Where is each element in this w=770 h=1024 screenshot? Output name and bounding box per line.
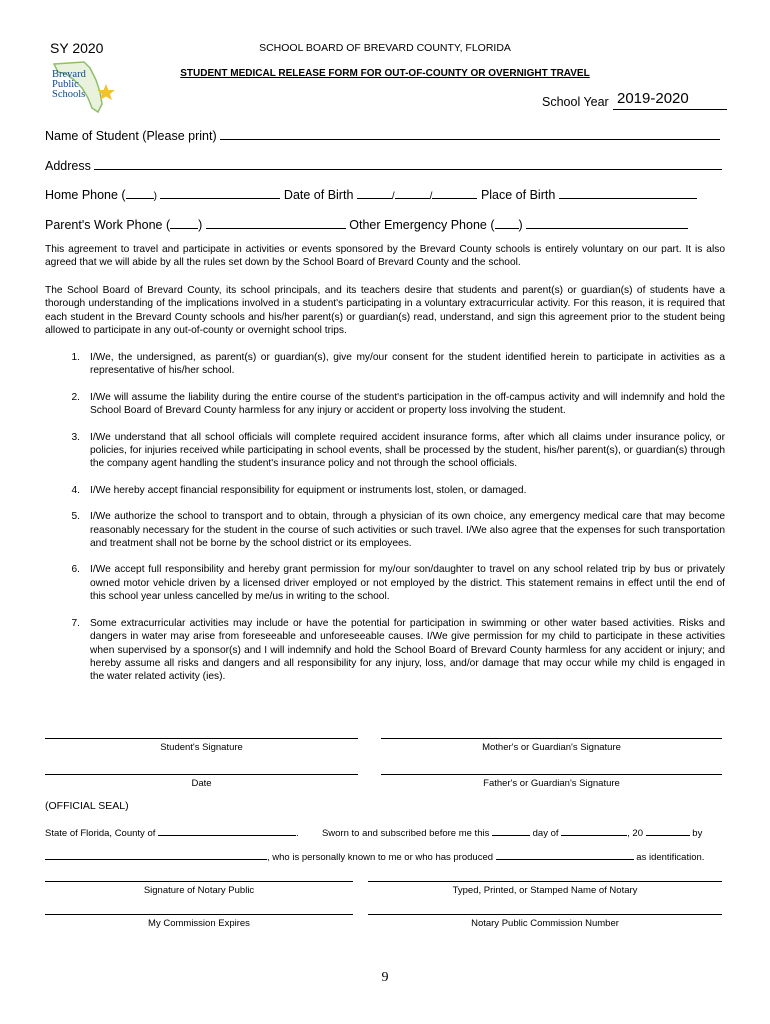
list-item: 4. I/We hereby accept financial responsibility for equipment or instruments lost, stolen, or damaged. bbox=[71, 484, 527, 496]
logo-word-1: Brevard bbox=[52, 69, 86, 80]
implications-paragraph: The School Board of Brevard County, its school principals, and its teachers desire that students and parent(s) or guardian(s) of students have a thorough understanding of the implications involved in a student's participating in a voluntary extracurricular activity. For this reason, it is required that each student in the Brevard County schools and his/her parent(s) or guardian(s) read, understand, and sign this agreement prior to the student being allowed to participate in any out-of-county or overnight school trips. bbox=[45, 285, 725, 337]
emergency-phone-label: Other Emergency Phone ( bbox=[349, 218, 495, 232]
dob-sep-1: / bbox=[391, 191, 395, 202]
parent-work-phone-field[interactable] bbox=[206, 216, 346, 229]
emergency-phone-field[interactable] bbox=[526, 216, 688, 229]
known-label: , who is personally known to me or who has produced bbox=[267, 852, 494, 863]
student-signature-line[interactable]: Student's Signature bbox=[45, 738, 358, 753]
mother-signature-line[interactable]: Mother's or Guardian's Signature bbox=[381, 738, 722, 753]
parent-work-phone-label: Parent's Work Phone ( bbox=[45, 218, 171, 232]
dob-day-field[interactable] bbox=[395, 186, 430, 199]
list-item: 3. I/We understand that all school officials will complete required accident insurance forms, after which all claims under insurance policy, or policies, for injuries received while participating in school events, shall be processed by the student, his/her parent(s), or guardian(s) through the company agent handling the student's insurance policy and not through the school officials. bbox=[71, 431, 725, 470]
address-row bbox=[45, 157, 722, 173]
page-number: 9 bbox=[381, 970, 389, 985]
place-of-birth-label: Place of Birth bbox=[480, 188, 556, 202]
home-phone-area-field[interactable] bbox=[126, 186, 154, 199]
day-field[interactable] bbox=[492, 826, 530, 836]
logo-word-3: Schools bbox=[52, 89, 86, 100]
signer-name-field[interactable] bbox=[45, 850, 267, 860]
address-label: Address bbox=[45, 159, 91, 173]
emergency-phone-paren: ) bbox=[518, 218, 523, 232]
brevard-schools-logo bbox=[44, 58, 116, 118]
emergency-phone-area-field[interactable] bbox=[495, 216, 519, 229]
school-year-label: School Year bbox=[542, 95, 609, 109]
home-phone-label: Home Phone ( bbox=[45, 188, 126, 202]
notary-sworn-row: State of Florida, County of . Sworn to and subscribed before me this day of , 20 by bbox=[45, 828, 703, 839]
sworn-label: Sworn to and subscribed before me this bbox=[321, 828, 490, 839]
parent-phone-row bbox=[45, 216, 688, 232]
year-prefix: , 20 bbox=[627, 828, 644, 839]
address-field[interactable] bbox=[94, 157, 722, 170]
list-item: 6. I/We accept full responsibility and hereby grant permission for my/our son/daughter to travel on any school related trip by bus or privately owned motor vehicle driven by a licensed driver employed or not employed by the district. This statement remains in effect until the end of this school year unless cancelled by me/us in writing to the school. bbox=[71, 564, 725, 603]
year-field[interactable] bbox=[646, 826, 690, 836]
logo-word-2: Public bbox=[52, 79, 79, 90]
father-signature-line[interactable]: Father's or Guardian's Signature bbox=[381, 774, 722, 789]
home-phone-paren: ) bbox=[153, 191, 157, 202]
official-seal-label: (OFFICIAL SEAL) bbox=[45, 800, 129, 812]
dob-year-field[interactable] bbox=[432, 186, 477, 199]
sy-label: SY 2020 bbox=[50, 40, 104, 56]
identification-field[interactable] bbox=[496, 850, 634, 860]
dob-month-field[interactable] bbox=[357, 186, 392, 199]
terms-list bbox=[45, 351, 725, 697]
date-line[interactable]: Date bbox=[45, 774, 358, 789]
county-field[interactable] bbox=[158, 826, 296, 836]
list-item: 2. I/We will assume the liability during the entire course of the student's participation in the off-campus activity and will indemnify and hold the School Board of Brevard County harmless for any injury or accident or property loss involving the student. bbox=[71, 391, 725, 417]
form-title: STUDENT MEDICAL RELEASE FORM FOR OUT-OF-COUNTY OR OVERNIGHT TRAVEL bbox=[180, 68, 590, 79]
agreement-paragraph: This agreement to travel and participate in activities or events sponsored by the Brevard County schools is entirely voluntary on our part. It is also agreed that we will abide by all the rules set down by the School Board of Brevard County and the school. bbox=[45, 244, 725, 269]
notary-name-line[interactable]: Typed, Printed, or Stamped Name of Notary bbox=[368, 881, 722, 896]
student-name-field[interactable] bbox=[220, 127, 720, 140]
commission-expires-line[interactable]: My Commission Expires bbox=[45, 914, 353, 929]
list-item: 7. Some extracurricular activities may include or have the potential for participation in swimming or other water based activities. Risks and dangers in water may arise from foreseeable and unforeseeable causes. I/We give permission for my child to participate in these activities when supervised by a sponsor(s) and I will indemnify and hold the School Board of Brevard County harmless for any accident or injury; and hereby assume all risks and dangers and all responsibility for any injury, loss, and/or damage that may occur while my child is engaged in the water related activity (ies). bbox=[71, 617, 725, 683]
by-label: by bbox=[692, 828, 703, 839]
student-name-row bbox=[45, 127, 720, 143]
school-board-heading: SCHOOL BOARD OF BREVARD COUNTY, FLORIDA bbox=[259, 42, 511, 54]
month-field[interactable] bbox=[561, 826, 627, 836]
notary-signature-line[interactable]: Signature of Notary Public bbox=[45, 881, 353, 896]
list-item: 1. I/We, the undersigned, as parent(s) or guardian(s), give my/our consent for the student identified herein to participate in activities as a representative of his/her school. bbox=[71, 352, 725, 377]
student-name-label: Name of Student (Please print) bbox=[45, 129, 217, 143]
dob-sep-2: / bbox=[429, 191, 433, 202]
state-county-label: State of Florida, County of bbox=[45, 828, 156, 839]
parent-work-phone-paren: ) bbox=[198, 218, 203, 232]
as-identification-label: as identification. bbox=[636, 852, 705, 863]
home-phone-field[interactable] bbox=[160, 186, 280, 199]
commission-number-line[interactable]: Notary Public Commission Number bbox=[368, 914, 722, 929]
school-year-field[interactable]: 2019-2020 bbox=[613, 90, 727, 110]
notary-identification-row bbox=[45, 850, 704, 863]
phone-dob-row bbox=[45, 186, 697, 202]
list-item: 5. I/We authorize the school to transport and to obtain, through a physician of its own choice, any emergency medical care that may become reasonably necessary for the student in the course of such activities or such travel. I/We also agree that the expenses for such transportation and treatment shall not be borne by the school district or its employees. bbox=[71, 511, 725, 550]
day-of-label: day of bbox=[532, 828, 559, 839]
dob-label: Date of Birth bbox=[283, 188, 354, 202]
place-of-birth-field[interactable] bbox=[559, 186, 697, 199]
parent-work-phone-area-field[interactable] bbox=[170, 216, 198, 229]
